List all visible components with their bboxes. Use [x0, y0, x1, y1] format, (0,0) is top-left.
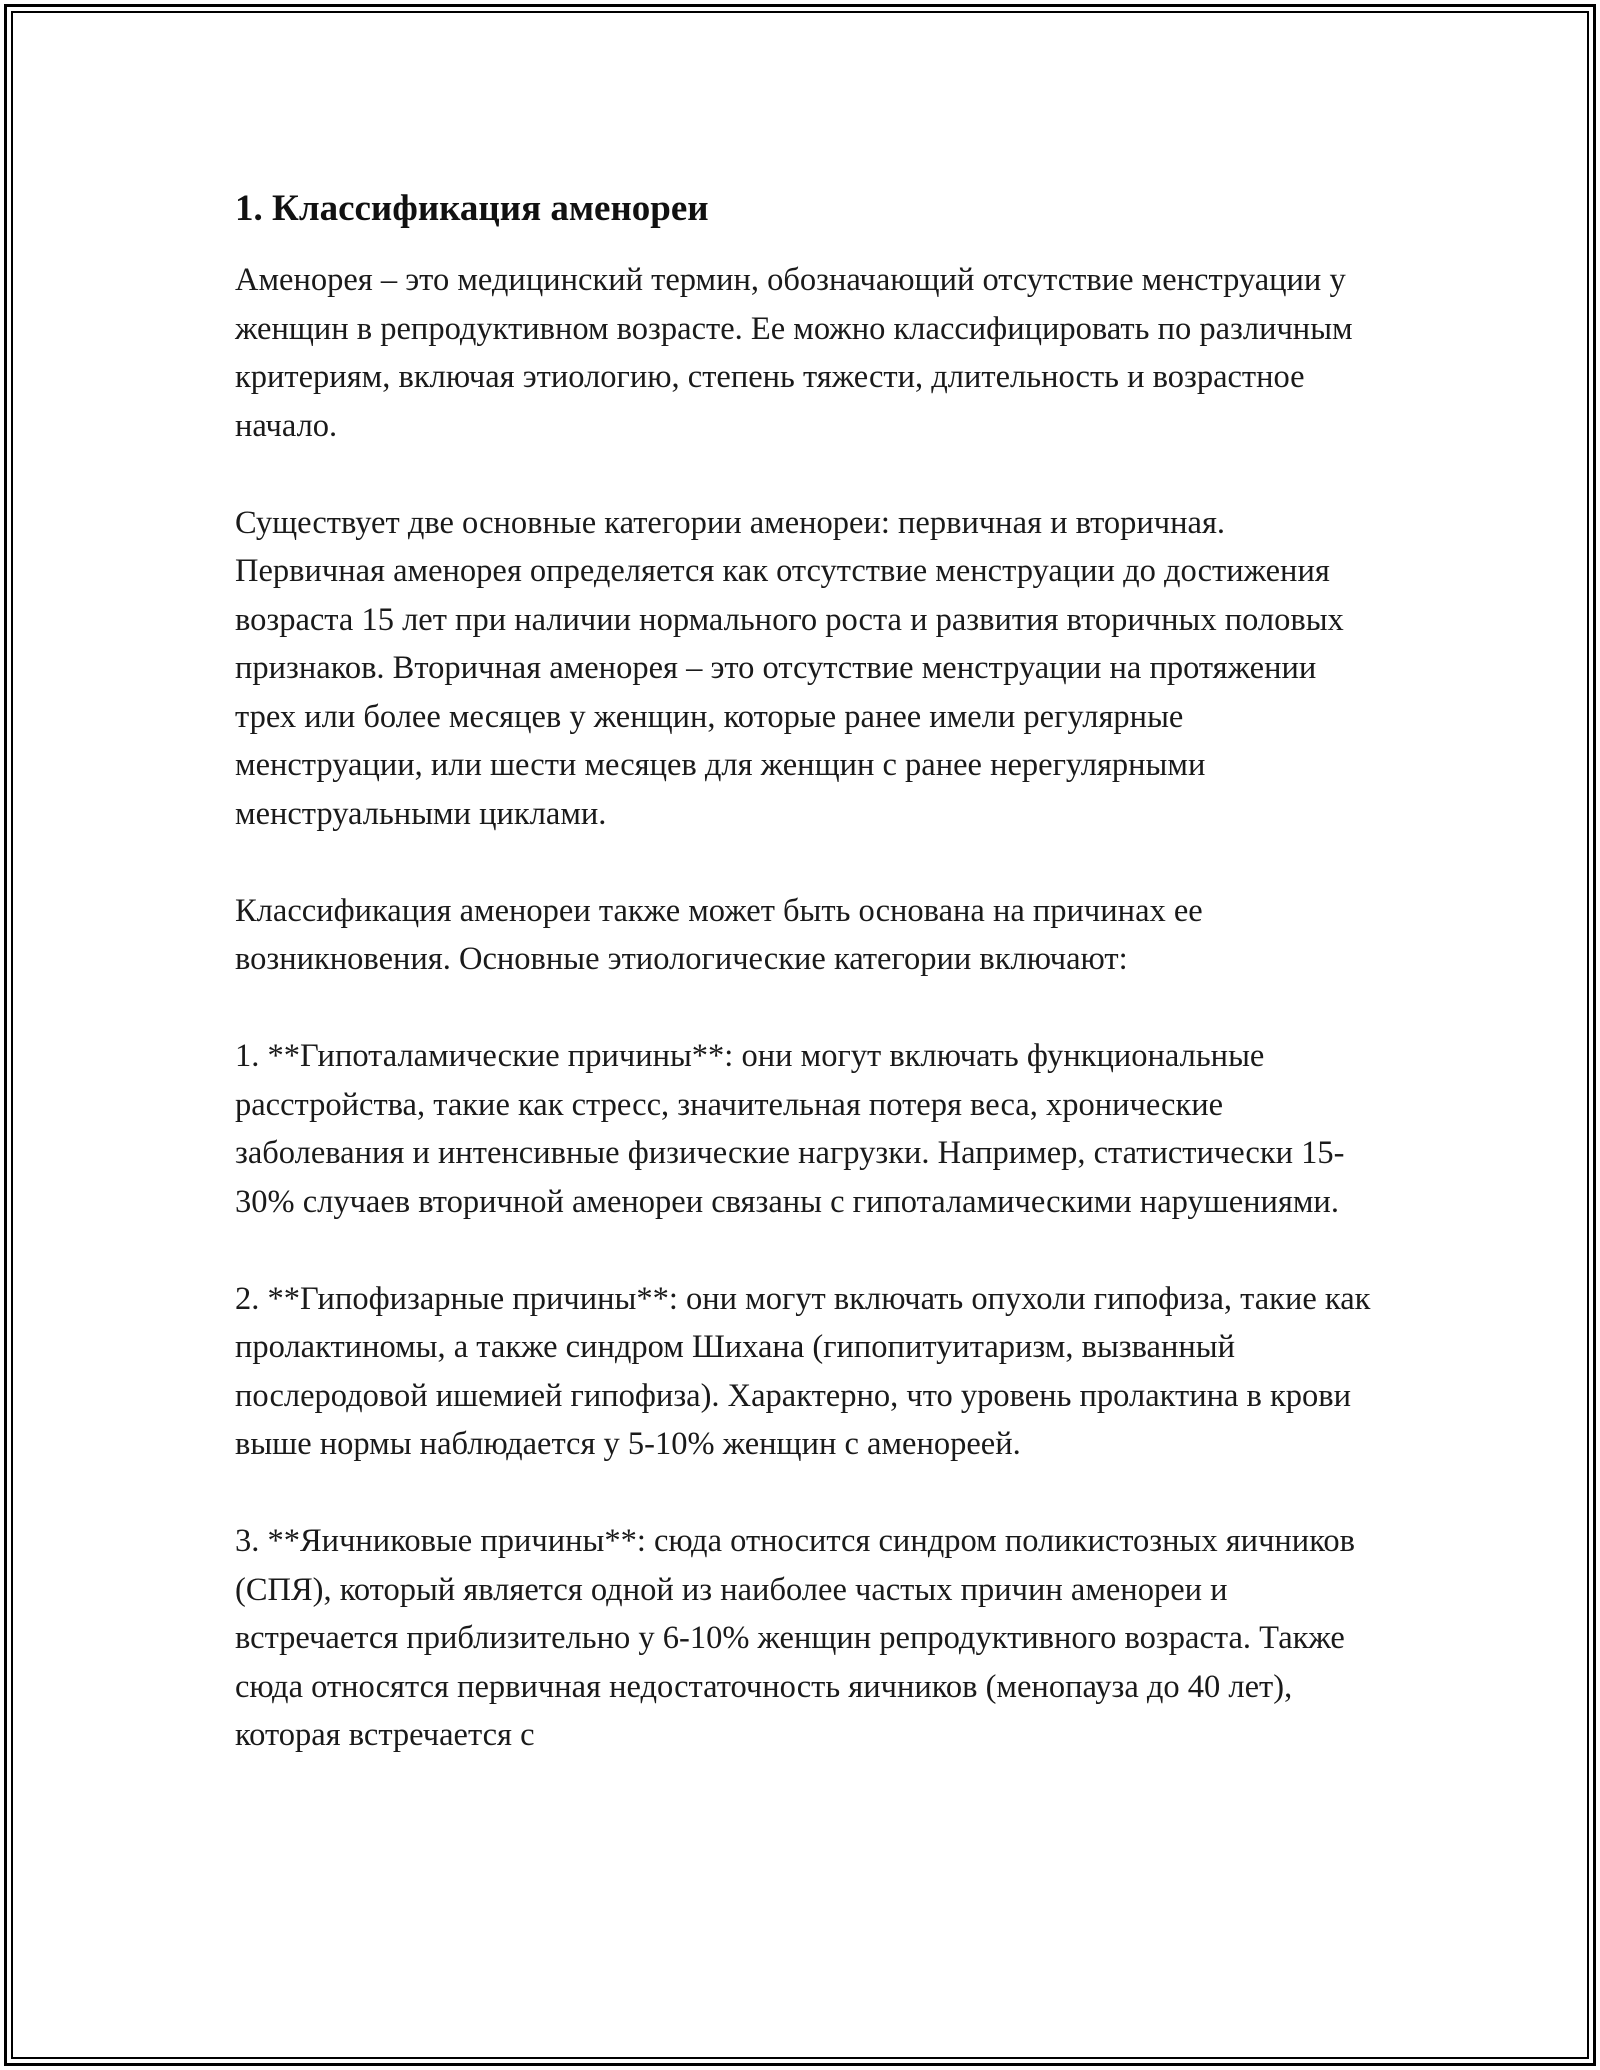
list-item-hypothalamic: 1. **Гипоталамические причины**: они могут включать функциональные расстройства, такие как стресс, значительная потеря веса, хронические заболевания и интенсивные физические нагрузки. Например, статистически 15-30% случаев вторичной аменореи связаны с гипоталамическими нарушениями.: [235, 1038, 1345, 1220]
section-heading: 1. Классификация аменореи: [235, 188, 709, 229]
list-item-ovarian: 3. **Яичниковые причины**: сюда относится синдром поликистозных яичников (СПЯ), который является одной из наиболее частых причин аменореи и встречается приблизительно у 6-10% женщин репродуктивного возраста. Также сюда относятся первичная недостаточность яичников (менопауза до 40 лет), которая встречается с: [235, 1523, 1355, 1753]
paragraph-definition: Аменорея – это медицинский термин, обозначающий отсутствие менструации у женщин в репродуктивном возрасте. Ее можно классифицировать по различным критериям, включая этиологию, степень тяжести, длительность и возрастное начало.: [235, 262, 1353, 444]
list-item-pituitary: 2. **Гипофизарные причины**: они могут включать опухоли гипофиза, такие как пролактиномы, а также синдром Шихана (гипопитуитаризм, вызванный послеродовой ишемией гипофиза). Характерно, что уровень пролактина в крови выше нормы наблюдается у 5-10% женщин с аменореей.: [235, 1280, 1371, 1462]
paragraph-etiology-intro: Классификация аменореи также может быть основана на причинах ее возникновения. Основные этиологические категории включают:: [235, 892, 1203, 977]
document-body: [235, 185, 1375, 1760]
paragraph-categories: Существует две основные категории аменореи: первичная и вторичная. Первичная аменорея определяется как отсутствие менструации до достижения возраста 15 лет при наличии нормального роста и развития вторичных половых признаков. Вторичная аменорея – это отсутствие менструации на протяжении трех или более месяцев у женщин, которые ранее имели регулярные менструации, или шести месяцев для женщин с ранее нерегулярными менструальными циклами.: [235, 504, 1344, 832]
